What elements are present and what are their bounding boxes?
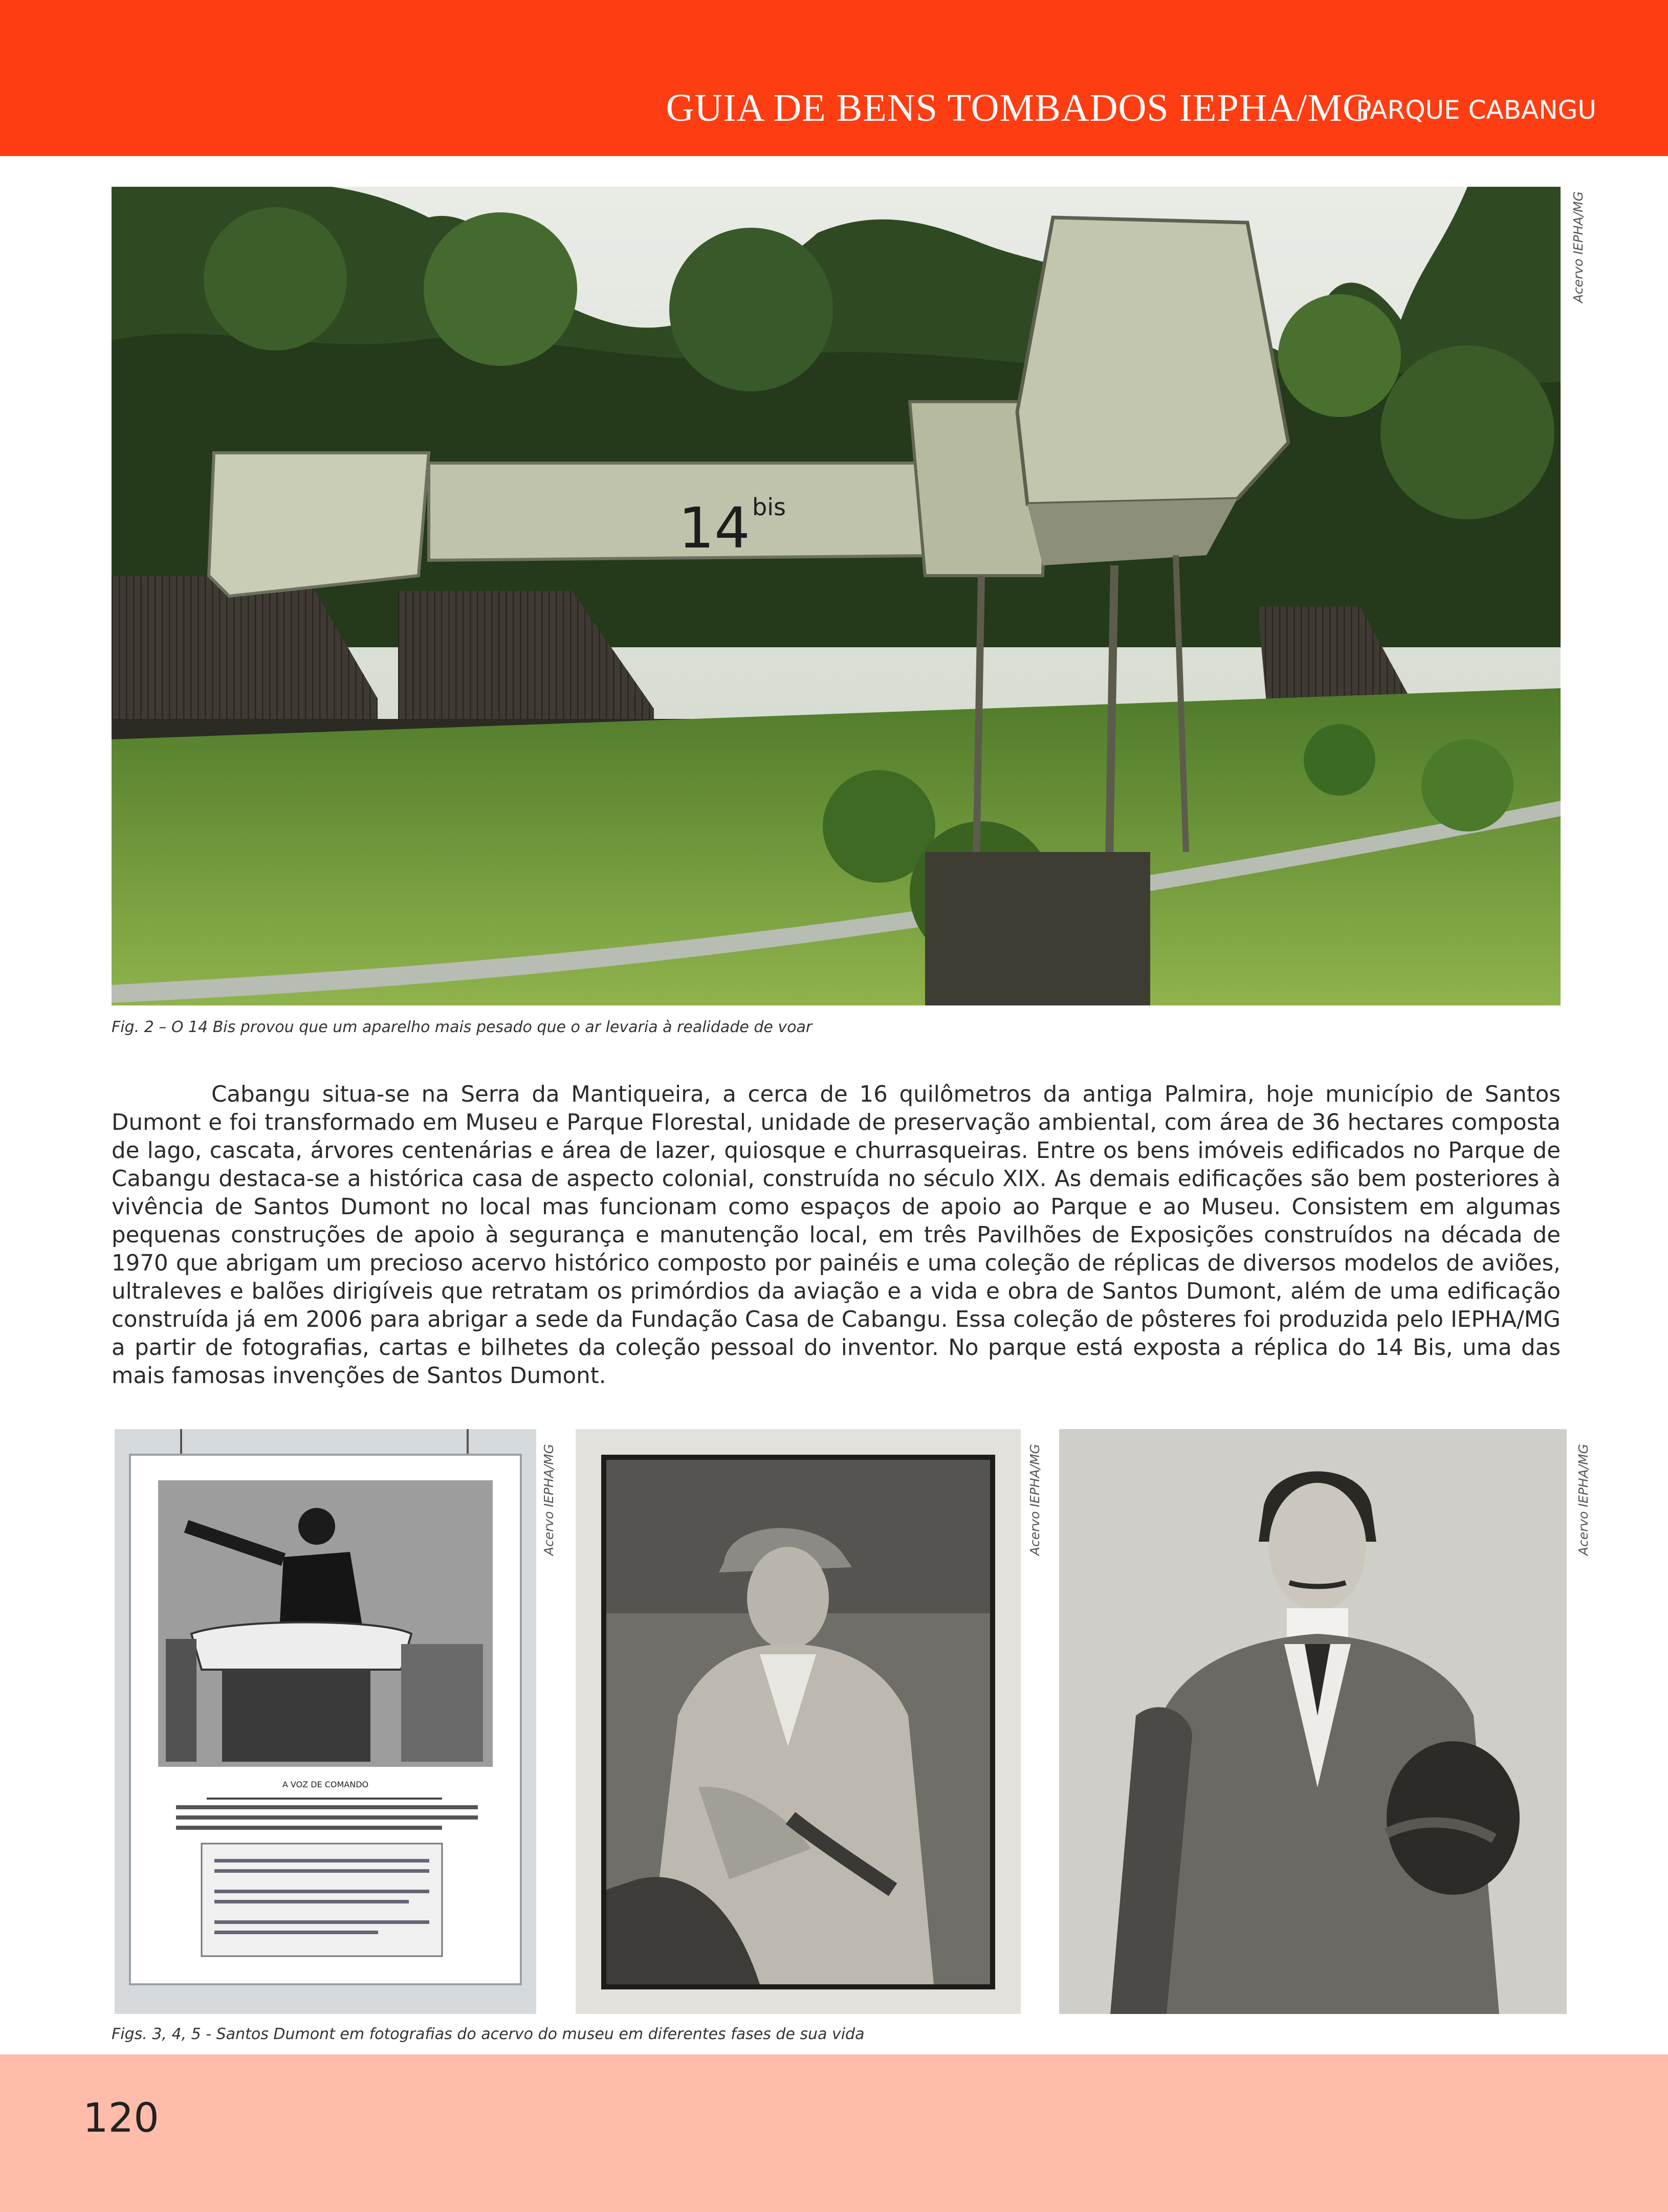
page-number: 120 (83, 2095, 159, 2141)
poster-heading: A VOZ DE COMANDO (282, 1780, 369, 1789)
painted-14-label: 14 (678, 495, 750, 561)
main-photo-credit: Acervo IEPHA/MG (1571, 191, 1586, 303)
painted-bis-label: bis (752, 493, 786, 521)
portrait-coat-photo (1059, 1429, 1567, 2014)
section-title: PARQUE CABANGU (1356, 95, 1596, 125)
page-header (0, 0, 1668, 156)
main-photo-14-bis (112, 187, 1561, 1005)
main-photo-caption: Fig. 2 – O 14 Bis provou que um aparelho mais pesado que o ar levaria à realidade de voar (112, 1018, 813, 1036)
poster-photo (115, 1429, 536, 2014)
portrait-hat-credit: Acervo IEPHA/MG (1027, 1443, 1042, 1556)
portrait-coat-credit: Acervo IEPHA/MG (1576, 1443, 1591, 1556)
portrait-hat-photo (576, 1429, 1021, 2014)
body-paragraph: Cabangu situa-se na Serra da Mantiqueira, a cerca de 16 quilômetros da antiga Palmira, hoje município de Santos Dumont e foi transformado em Museu e Parque Florestal, unidade de preservação ambiental, com área de 36 hectares composta de lago, cascata, árvores centenárias e área de lazer, quiosque e churrasqueiras. Entre os bens imóveis edificados no Parque de Cabangu destaca-se a histórica casa de aspecto colonial, construída no século XIX. As demais edificações são bem posteriores à vivência de Santos Dumont no local mas funcionam como espaços de apoio ao Parque e ao Museu. Consistem em algumas pequenas construções de apoio à segurança e manutenção local, em três Pavilhões de Exposições construídos na década de 1970 que abrigam um precioso acervo histórico composto por painéis e uma coleção de réplicas de diversos modelos de aviões, ultraleves e balões dirigíveis que retratam os primórdios da aviação e a vida e obra de Santos Dumont, além de uma edificação construída já em 2006 para abrigar a sede da Fundação Casa de Cabangu. Essa coleção de pôsteres foi produzida pelo IEPHA/MG a partir de fotografias, cartas e bilhetes da coleção pessoal do inventor. No parque está exposta a réplica do 14 Bis, uma das mais famosas invenções de Santos Dumont. (112, 1081, 1561, 1389)
page-footer (0, 2054, 1668, 2212)
poster-photo-credit: Acervo IEPHA/MG (541, 1443, 556, 1556)
guide-title: GUIA DE BENS TOMBADOS IEPHA/MG (666, 86, 1371, 129)
bottom-photos-caption: Figs. 3, 4, 5 - Santos Dumont em fotografias do acervo do museu em diferentes fases de sua vida (112, 2025, 865, 2043)
